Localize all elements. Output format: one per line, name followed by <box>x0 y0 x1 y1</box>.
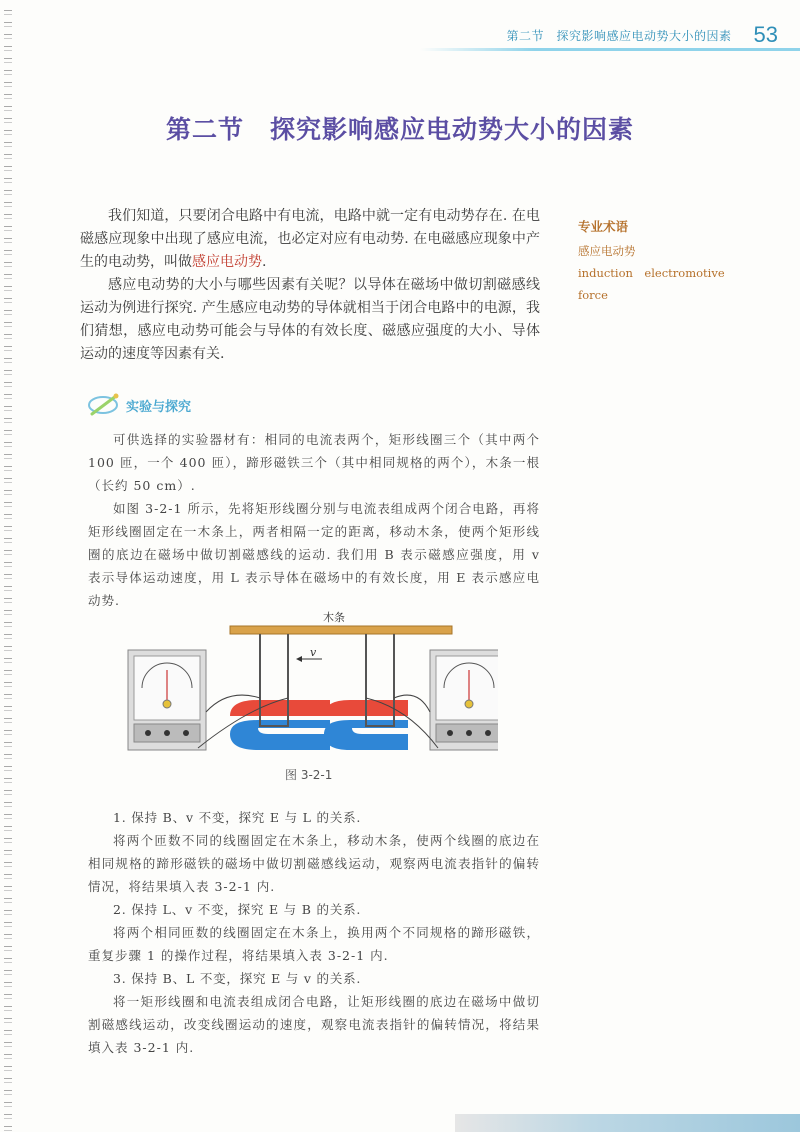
header-rule <box>420 48 800 51</box>
binding-mark <box>4 10 12 15</box>
page-number: 53 <box>753 22 778 47</box>
bottom-decoration-strip <box>455 1114 800 1132</box>
binding-mark <box>4 946 12 951</box>
binding-mark <box>4 766 12 771</box>
title-section-number: 第二节 <box>165 115 244 144</box>
step-2-title: 2. 保持 L、v 不变，探究 E 与 B 的关系. <box>113 902 362 917</box>
binding-mark <box>4 310 12 315</box>
binding-mark <box>4 334 12 339</box>
binding-mark <box>4 274 12 279</box>
binding-mark <box>4 814 12 819</box>
sidebar-term-en-2: force <box>578 288 608 302</box>
header-section-title: 第二节 探究影响感应电动势大小的因素 <box>506 28 732 43</box>
binding-mark <box>4 574 12 579</box>
binding-mark <box>4 790 12 795</box>
experiment-heading-text: 实验与探究 <box>126 399 192 415</box>
binding-mark <box>4 706 12 711</box>
binding-mark <box>4 778 12 783</box>
binding-mark <box>4 430 12 435</box>
experiment-body <box>88 428 540 612</box>
wood-bar <box>230 626 452 634</box>
sidebar-term-cn: 感应电动势 <box>578 244 636 258</box>
step-3-text: 将一矩形线圈和电流表组成闭合电路，让矩形线圈的底边在磁场中做切割磁感线运动，改变线圈运动的速度，观察电流表指针的偏转情况，将结果填入表 3-2-1 内. <box>88 994 540 1055</box>
binding-mark <box>4 598 12 603</box>
velocity-label: v <box>310 646 317 659</box>
binding-mark <box>4 934 12 939</box>
binding-mark <box>4 34 12 39</box>
binding-mark <box>4 622 12 627</box>
binding-mark <box>4 454 12 459</box>
binding-mark <box>4 562 12 567</box>
wood-label: 木条 <box>323 611 345 624</box>
binding-mark <box>4 1042 12 1047</box>
binding-mark <box>4 1102 12 1107</box>
steps-section <box>88 806 540 1059</box>
binding-mark <box>4 370 12 375</box>
binding-mark <box>4 478 12 483</box>
binding-mark <box>4 1006 12 1011</box>
binding-mark <box>4 490 12 495</box>
binding-mark <box>4 418 12 423</box>
binding-mark <box>4 634 12 639</box>
intro-section <box>80 205 540 366</box>
materials-paragraph: 可供选择的实验器材有：相同的电流表两个，矩形线圈三个（其中两个 100 匝，一个 400 匝），蹄形磁铁三个（其中相同规格的两个），木条一根（长约 50 cm）. <box>88 432 540 493</box>
ammeter-right <box>430 650 498 750</box>
binding-mark <box>4 394 12 399</box>
ammeter-left <box>128 650 206 750</box>
binding-mark <box>4 1054 12 1059</box>
binding-mark <box>4 646 12 651</box>
spiral-binding <box>0 0 18 1132</box>
binding-mark <box>4 730 12 735</box>
binding-mark <box>4 346 12 351</box>
binding-mark <box>4 550 12 555</box>
procedure-paragraph: 如图 3-2-1 所示，先将矩形线圈分别与电流表组成两个闭合电路，再将矩形线圈固定在一木条上，两者相隔一定的距离，移动木条，使两个矩形线圈的底边在磁场中做切割磁感线的运动. 我们用 B 表示磁感应强度，用 v 表示导体运动速度，用 L 表示导体在磁场中的有效长度，用 E 表示感应电动势. <box>88 501 540 608</box>
binding-mark <box>4 58 12 63</box>
binding-mark <box>4 838 12 843</box>
step-1-title: 1. 保持 B、v 不变，探究 E 与 L 的关系. <box>113 810 362 825</box>
binding-mark <box>4 94 12 99</box>
step-3-title: 3. 保持 B、L 不变，探究 E 与 v 的关系. <box>113 971 362 986</box>
key-term: 感应电动势 <box>192 254 262 270</box>
intro-paragraph-2: 感应电动势的大小与哪些因素有关呢？以导体在磁场中做切割磁感线运动为例进行探究. 产生感应电动势的导体就相当于闭合电路中的电源，我们猜想，感应电动势可能会与导体的有效长度、磁感应强度的大小、导体运动的速度等因素有关. <box>80 277 540 362</box>
binding-mark <box>4 178 12 183</box>
binding-mark <box>4 190 12 195</box>
binding-mark <box>4 1114 12 1119</box>
binding-mark <box>4 682 12 687</box>
binding-mark <box>4 610 12 615</box>
binding-mark <box>4 442 12 447</box>
binding-mark <box>4 526 12 531</box>
binding-mark <box>4 382 12 387</box>
binding-mark <box>4 298 12 303</box>
binding-mark <box>4 226 12 231</box>
binding-mark <box>4 922 12 927</box>
binding-mark <box>4 238 12 243</box>
step-1-text: 将两个匝数不同的线圈固定在木条上，移动木条，使两个线圈的底边在相同规格的蹄形磁铁的磁场中做切割磁感线运动，观察两电流表指针的偏转情况，将结果填入表 3-2-1 内. <box>88 833 540 894</box>
binding-mark <box>4 406 12 411</box>
binding-mark <box>4 502 12 507</box>
binding-mark <box>4 802 12 807</box>
binding-mark <box>4 1126 12 1131</box>
binding-mark <box>4 538 12 543</box>
page-title <box>0 110 800 146</box>
binding-mark <box>4 202 12 207</box>
binding-mark <box>4 514 12 519</box>
binding-mark <box>4 850 12 855</box>
step-2-text: 将两个相同匝数的线圈固定在木条上，换用两个不同规格的蹄形磁铁，重复步骤 1 的操作过程，将结果填入表 3-2-1 内. <box>88 925 540 963</box>
binding-mark <box>4 262 12 267</box>
binding-mark <box>4 82 12 87</box>
binding-mark <box>4 214 12 219</box>
binding-mark <box>4 1078 12 1083</box>
binding-mark <box>4 250 12 255</box>
binding-mark <box>4 70 12 75</box>
figure-3-2-1 <box>118 608 498 758</box>
binding-mark <box>4 46 12 51</box>
terminology-sidebar <box>578 216 778 306</box>
title-text: 探究影响感应电动势大小的因素 <box>270 115 635 144</box>
experiment-icon <box>88 392 122 418</box>
experiment-heading <box>88 392 191 418</box>
binding-mark <box>4 910 12 915</box>
intro-paragraph-1: 我们知道，只要闭合电路中有电流，电路中就一定有电动势存在. 在电磁感应现象中出现了感应电流，也必定对应有电动势. 在电磁感应现象中产生的电动势，叫做感应电动势. <box>80 208 540 270</box>
binding-mark <box>4 982 12 987</box>
binding-mark <box>4 358 12 363</box>
binding-mark <box>4 166 12 171</box>
binding-mark <box>4 754 12 759</box>
binding-mark <box>4 670 12 675</box>
binding-mark <box>4 466 12 471</box>
sidebar-label: 专业术语 <box>578 219 629 234</box>
binding-mark <box>4 958 12 963</box>
binding-mark <box>4 658 12 663</box>
running-header <box>507 22 779 48</box>
binding-mark <box>4 1090 12 1095</box>
binding-mark <box>4 898 12 903</box>
binding-mark <box>4 826 12 831</box>
binding-mark <box>4 1066 12 1071</box>
figure-caption: 图 3-2-1 <box>285 768 333 782</box>
binding-mark <box>4 862 12 867</box>
binding-mark <box>4 1018 12 1023</box>
binding-mark <box>4 718 12 723</box>
binding-mark <box>4 586 12 591</box>
binding-mark <box>4 874 12 879</box>
binding-mark <box>4 286 12 291</box>
binding-mark <box>4 742 12 747</box>
binding-mark <box>4 994 12 999</box>
binding-mark <box>4 154 12 159</box>
binding-mark <box>4 22 12 27</box>
binding-mark <box>4 886 12 891</box>
binding-mark <box>4 694 12 699</box>
binding-mark <box>4 970 12 975</box>
binding-mark <box>4 1030 12 1035</box>
binding-mark <box>4 322 12 327</box>
sidebar-term-en-1: induction electromotive <box>578 266 725 280</box>
